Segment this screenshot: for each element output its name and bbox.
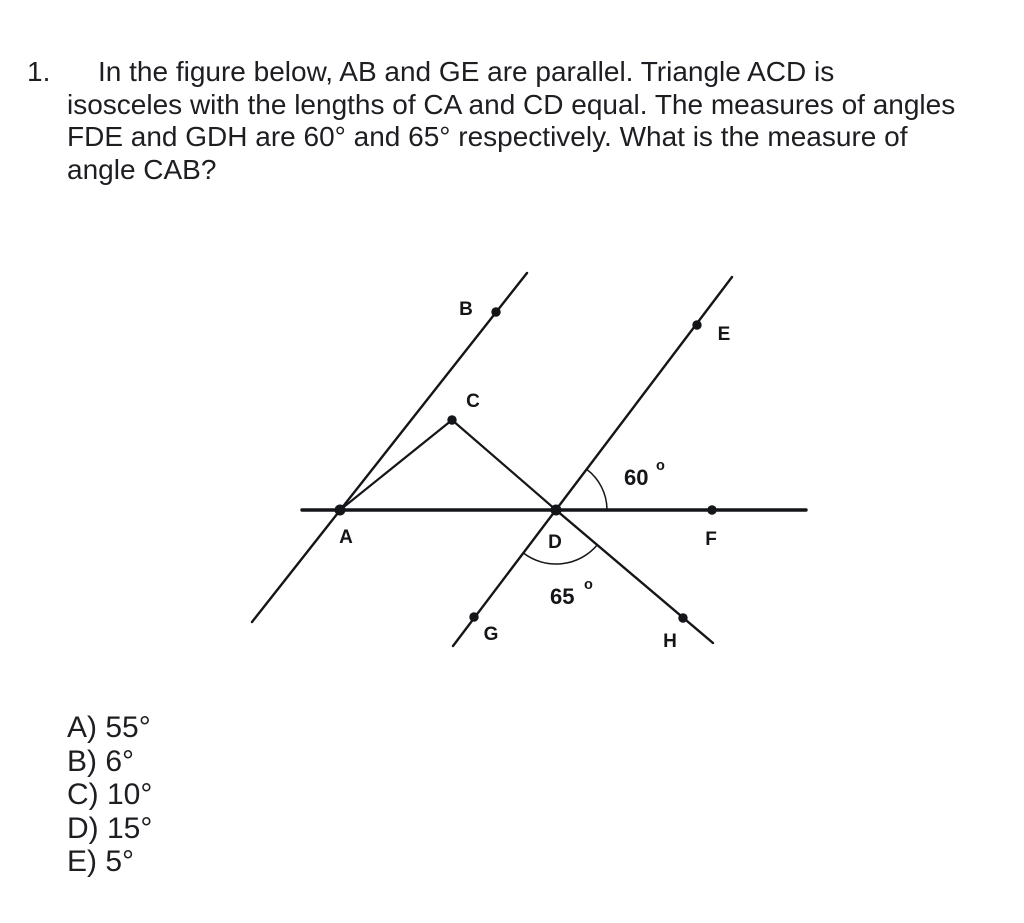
point-dot-F bbox=[707, 505, 716, 514]
question-line-1: In the figure below, AB and GE are parallel. Triangle ACD is bbox=[98, 56, 835, 87]
point-label-D: D bbox=[548, 532, 562, 553]
point-label-A: A bbox=[339, 527, 353, 548]
point-dot-A bbox=[335, 505, 346, 516]
question-number: 1. bbox=[27, 56, 51, 87]
point-dot-E bbox=[692, 320, 701, 329]
point-label-G: G bbox=[483, 624, 499, 645]
angle-arc-60 bbox=[587, 469, 607, 510]
point-label-E: E bbox=[717, 324, 731, 345]
question-line-2: isosceles with the lengths of CA and CD equal. The measures of angles bbox=[67, 88, 956, 120]
point-label-B: B bbox=[459, 299, 473, 320]
answer-choices bbox=[67, 711, 152, 879]
question-line-4: angle CAB? bbox=[67, 153, 217, 185]
point-dot-B bbox=[491, 307, 500, 316]
angle-label-60: 60 bbox=[624, 465, 649, 490]
point-dot-C bbox=[447, 415, 456, 424]
answer-choice-d: D) 15° bbox=[67, 811, 153, 845]
answer-choice-e: E) 5° bbox=[67, 845, 135, 878]
line-AB bbox=[252, 273, 527, 622]
point-label-F: F bbox=[705, 529, 717, 550]
segment-CD bbox=[452, 420, 556, 510]
question-line-3: FDE and GDH are 60° and 65° respectively. What is the measure of bbox=[67, 121, 908, 152]
line-DH bbox=[556, 510, 713, 643]
answer-choice-a: A) 55° bbox=[67, 711, 151, 744]
answer-choice-c: C) 10° bbox=[67, 778, 153, 811]
point-dot-G bbox=[469, 612, 478, 621]
point-dot-H bbox=[678, 613, 687, 622]
angle-label-65-degree-sup: o bbox=[584, 577, 593, 593]
point-label-C: C bbox=[466, 391, 480, 412]
point-label-H: H bbox=[663, 631, 677, 652]
answer-choice-b: B) 6° bbox=[67, 744, 135, 778]
point-dot-D bbox=[551, 505, 562, 516]
angle-label-65: 65 bbox=[550, 584, 575, 609]
segment-AC bbox=[340, 420, 452, 510]
angle-label-60-degree-sup: o bbox=[656, 458, 665, 474]
